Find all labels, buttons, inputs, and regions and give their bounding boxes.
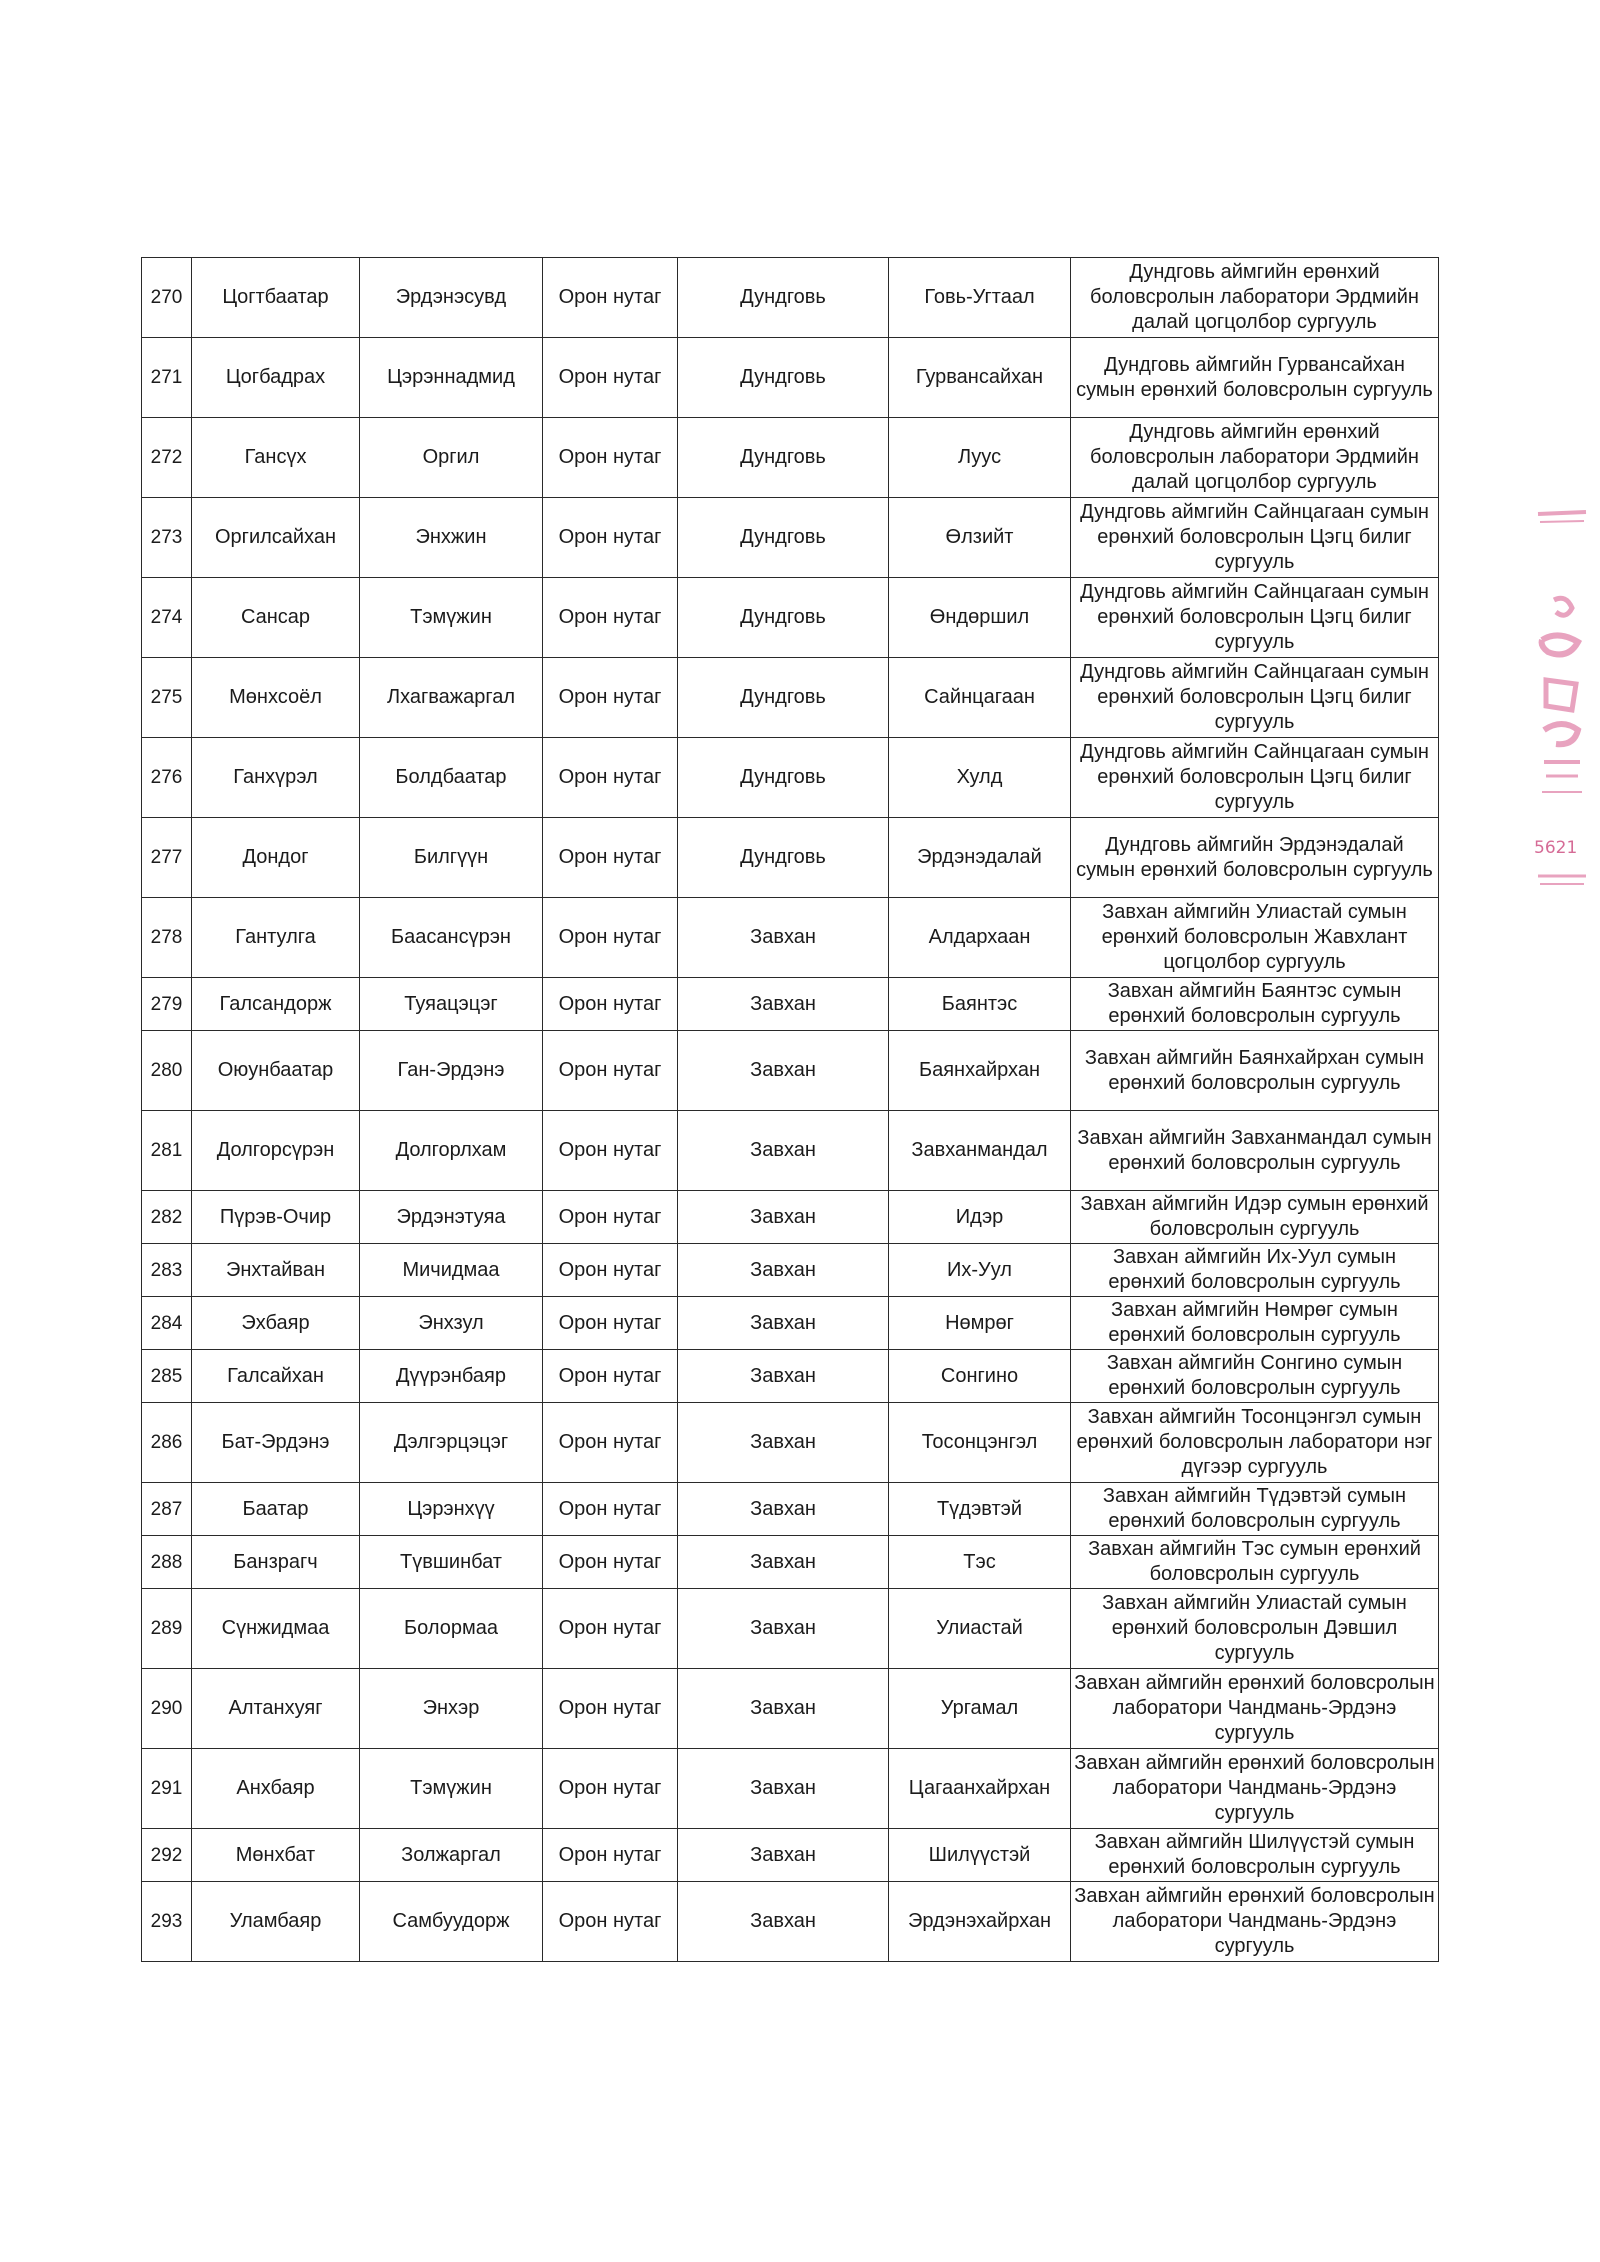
province-cell: Дундговь (678, 818, 889, 898)
first-name-cell: Галсандорж (192, 978, 360, 1031)
first-name-cell: Банзрагч (192, 1536, 360, 1589)
school-name-cell: Завхан аймгийн ерөнхий боловсролын лаборатори Чандмань-Эрдэнэ сургууль (1071, 1882, 1439, 1962)
district-cell: Баянхайрхан (889, 1031, 1071, 1111)
school-name-cell: Завхан аймгийн Баянтэс сумын ерөнхий боловсролын сургууль (1071, 978, 1439, 1031)
last-name-cell: Дүүрэнбаяр (360, 1350, 543, 1403)
row-number-cell: 272 (142, 418, 192, 498)
table-row (142, 1483, 1439, 1536)
first-name-cell: Цогтбаатар (192, 258, 360, 338)
school-name-cell: Дундговь аймгийн Сайнцагаан сумын ерөнхий боловсролын Цэгц билиг сургууль (1071, 578, 1439, 658)
category-cell: Орон нутаг (543, 1829, 678, 1882)
first-name-cell: Энхтайван (192, 1244, 360, 1297)
province-cell: Завхан (678, 1589, 889, 1669)
last-name-cell: Энхжин (360, 498, 543, 578)
school-name-cell: Завхан аймгийн Түдэвтэй сумын ерөнхий боловсролын сургууль (1071, 1483, 1439, 1536)
category-cell: Орон нутаг (543, 1244, 678, 1297)
first-name-cell: Пүрэв-Очир (192, 1191, 360, 1244)
school-name-cell: Завхан аймгийн ерөнхий боловсролын лаборатори Чандмань-Эрдэнэ сургууль (1071, 1669, 1439, 1749)
row-number-cell: 277 (142, 818, 192, 898)
school-name-cell: Дундговь аймгийн Эрдэнэдалай сумын ерөнхий боловсролын сургууль (1071, 818, 1439, 898)
district-cell: Завханмандал (889, 1111, 1071, 1191)
first-name-cell: Бат-Эрдэнэ (192, 1403, 360, 1483)
school-name-cell: Завхан аймгийн Баянхайрхан сумын ерөнхий боловсролын сургууль (1071, 1031, 1439, 1111)
row-number-cell: 292 (142, 1829, 192, 1882)
school-name-cell: Дундговь аймгийн Сайнцагаан сумын ерөнхий боловсролын Цэгц билиг сургууль (1071, 498, 1439, 578)
category-cell: Орон нутаг (543, 1191, 678, 1244)
row-number-cell: 288 (142, 1536, 192, 1589)
district-cell: Говь-Угтаал (889, 258, 1071, 338)
table-row (142, 338, 1439, 418)
last-name-cell: Цэрэнхүү (360, 1483, 543, 1536)
school-name-cell: Дундговь аймгийн Сайнцагаан сумын ерөнхий боловсролын Цэгц билиг сургууль (1071, 658, 1439, 738)
last-name-cell: Энхэр (360, 1669, 543, 1749)
district-cell: Тэс (889, 1536, 1071, 1589)
table-row (142, 898, 1439, 978)
last-name-cell: Түвшинбат (360, 1536, 543, 1589)
row-number-cell: 276 (142, 738, 192, 818)
category-cell: Орон нутаг (543, 738, 678, 818)
province-cell: Завхан (678, 1244, 889, 1297)
row-number-cell: 286 (142, 1403, 192, 1483)
table-row (142, 1829, 1439, 1882)
school-name-cell: Завхан аймгийн Тосонцэнгэл сумын ерөнхий боловсролын лаборатори нэг дүгээр сургууль (1071, 1403, 1439, 1483)
province-cell: Завхан (678, 1829, 889, 1882)
category-cell: Орон нутаг (543, 418, 678, 498)
row-number-cell: 273 (142, 498, 192, 578)
district-cell: Сайнцагаан (889, 658, 1071, 738)
table-row (142, 498, 1439, 578)
first-name-cell: Анхбаяр (192, 1749, 360, 1829)
row-number-cell: 271 (142, 338, 192, 418)
category-cell: Орон нутаг (543, 578, 678, 658)
table-row (142, 1403, 1439, 1483)
category-cell: Орон нутаг (543, 1297, 678, 1350)
province-cell: Дундговь (678, 738, 889, 818)
table-row (142, 658, 1439, 738)
category-cell: Орон нутаг (543, 978, 678, 1031)
category-cell: Орон нутаг (543, 1403, 678, 1483)
district-cell: Алдархаан (889, 898, 1071, 978)
district-cell: Тосонцэнгэл (889, 1403, 1071, 1483)
province-cell: Завхан (678, 1031, 889, 1111)
school-name-cell: Завхан аймгийн Шилүүстэй сумын ерөнхий боловсролын сургууль (1071, 1829, 1439, 1882)
province-cell: Завхан (678, 1350, 889, 1403)
province-cell: Завхан (678, 1669, 889, 1749)
province-cell: Дундговь (678, 578, 889, 658)
province-cell: Завхан (678, 1536, 889, 1589)
last-name-cell: Билгүүн (360, 818, 543, 898)
table-row (142, 978, 1439, 1031)
row-number-cell: 284 (142, 1297, 192, 1350)
district-cell: Луус (889, 418, 1071, 498)
last-name-cell: Тэмүжин (360, 578, 543, 658)
row-number-cell: 282 (142, 1191, 192, 1244)
category-cell: Орон нутаг (543, 1589, 678, 1669)
last-name-cell: Энхзул (360, 1297, 543, 1350)
province-cell: Завхан (678, 978, 889, 1031)
row-number-cell: 283 (142, 1244, 192, 1297)
district-cell: Өлзийт (889, 498, 1071, 578)
last-name-cell: Болормаа (360, 1589, 543, 1669)
last-name-cell: Самбуудорж (360, 1882, 543, 1962)
school-name-cell: Дундговь аймгийн Гурвансайхан сумын ерөнхий боловсролын сургууль (1071, 338, 1439, 418)
school-name-cell: Завхан аймгийн ерөнхий боловсролын лаборатори Чандмань-Эрдэнэ сургууль (1071, 1749, 1439, 1829)
row-number-cell: 285 (142, 1350, 192, 1403)
last-name-cell: Ган-Эрдэнэ (360, 1031, 543, 1111)
category-cell: Орон нутаг (543, 498, 678, 578)
district-cell: Ургамал (889, 1669, 1071, 1749)
school-name-cell: Завхан аймгийн Сонгино сумын ерөнхий боловсролын сургууль (1071, 1350, 1439, 1403)
school-name-cell: Завхан аймгийн Улиастай сумын ерөнхий боловсролын Дэвшил сургууль (1071, 1589, 1439, 1669)
row-number-cell: 291 (142, 1749, 192, 1829)
first-name-cell: Алтанхуяг (192, 1669, 360, 1749)
last-name-cell: Оргил (360, 418, 543, 498)
category-cell: Орон нутаг (543, 658, 678, 738)
district-cell: Баянтэс (889, 978, 1071, 1031)
table-row (142, 418, 1439, 498)
category-cell: Орон нутаг (543, 1483, 678, 1536)
first-name-cell: Гансүх (192, 418, 360, 498)
table-row (142, 1350, 1439, 1403)
first-name-cell: Галсайхан (192, 1350, 360, 1403)
province-cell: Завхан (678, 898, 889, 978)
last-name-cell: Баасансүрэн (360, 898, 543, 978)
province-cell: Завхан (678, 1403, 889, 1483)
category-cell: Орон нутаг (543, 818, 678, 898)
province-cell: Завхан (678, 1882, 889, 1962)
table-row (142, 578, 1439, 658)
table-row (142, 1669, 1439, 1749)
last-name-cell: Туяацэцэг (360, 978, 543, 1031)
province-cell: Завхан (678, 1297, 889, 1350)
district-cell: Их-Уул (889, 1244, 1071, 1297)
district-cell: Гурвансайхан (889, 338, 1071, 418)
last-name-cell: Мичидмаа (360, 1244, 543, 1297)
province-cell: Завхан (678, 1111, 889, 1191)
table-row (142, 1589, 1439, 1669)
first-name-cell: Эхбаяр (192, 1297, 360, 1350)
row-number-cell: 279 (142, 978, 192, 1031)
category-cell: Орон нутаг (543, 1031, 678, 1111)
province-cell: Завхан (678, 1483, 889, 1536)
participant-table-body (142, 258, 1439, 1962)
category-cell: Орон нутаг (543, 1536, 678, 1589)
district-cell: Өндөршил (889, 578, 1071, 658)
first-name-cell: Баатар (192, 1483, 360, 1536)
first-name-cell: Мөнхбат (192, 1829, 360, 1882)
school-name-cell: Завхан аймгийн Нөмрөг сумын ерөнхий боловсролын сургууль (1071, 1297, 1439, 1350)
table-row (142, 1297, 1439, 1350)
first-name-cell: Оргилсайхан (192, 498, 360, 578)
district-cell: Шилүүстэй (889, 1829, 1071, 1882)
province-cell: Завхан (678, 1749, 889, 1829)
district-cell: Улиастай (889, 1589, 1071, 1669)
table-row (142, 258, 1439, 338)
first-name-cell: Долгорсүрэн (192, 1111, 360, 1191)
participant-table (141, 257, 1439, 1962)
row-number-cell: 280 (142, 1031, 192, 1111)
district-cell: Эрдэнэдалай (889, 818, 1071, 898)
province-cell: Дундговь (678, 338, 889, 418)
school-name-cell: Завхан аймгийн Их-Уул сумын ерөнхий боловсролын сургууль (1071, 1244, 1439, 1297)
school-name-cell: Завхан аймгийн Тэс сумын ерөнхий боловсролын сургууль (1071, 1536, 1439, 1589)
row-number-cell: 274 (142, 578, 192, 658)
school-name-cell: Дундговь аймгийн ерөнхий боловсролын лаборатори Эрдмийн далай цогцолбор сургууль (1071, 258, 1439, 338)
row-number-cell: 275 (142, 658, 192, 738)
last-name-cell: Болдбаатар (360, 738, 543, 818)
last-name-cell: Лхагважаргал (360, 658, 543, 738)
table-row (142, 1882, 1439, 1962)
row-number-cell: 270 (142, 258, 192, 338)
row-number-cell: 290 (142, 1669, 192, 1749)
category-cell: Орон нутаг (543, 1350, 678, 1403)
school-name-cell: Дундговь аймгийн ерөнхий боловсролын лаборатори Эрдмийн далай цогцолбор сургууль (1071, 418, 1439, 498)
table-row (142, 1111, 1439, 1191)
table-row (142, 1749, 1439, 1829)
last-name-cell: Эрдэнэтуяа (360, 1191, 543, 1244)
first-name-cell: Уламбаяр (192, 1882, 360, 1962)
category-cell: Орон нутаг (543, 258, 678, 338)
district-cell: Нөмрөг (889, 1297, 1071, 1350)
province-cell: Дундговь (678, 418, 889, 498)
district-cell: Идэр (889, 1191, 1071, 1244)
province-cell: Дундговь (678, 658, 889, 738)
category-cell: Орон нутаг (543, 1111, 678, 1191)
district-cell: Түдэвтэй (889, 1483, 1071, 1536)
category-cell: Орон нутаг (543, 898, 678, 978)
first-name-cell: Цогбадрах (192, 338, 360, 418)
first-name-cell: Гантулга (192, 898, 360, 978)
row-number-cell: 287 (142, 1483, 192, 1536)
province-cell: Дундговь (678, 258, 889, 338)
district-cell: Цагаанхайрхан (889, 1749, 1071, 1829)
category-cell: Орон нутаг (543, 1669, 678, 1749)
category-cell: Орон нутаг (543, 1882, 678, 1962)
last-name-cell: Золжаргал (360, 1829, 543, 1882)
row-number-cell: 289 (142, 1589, 192, 1669)
table-row (142, 1191, 1439, 1244)
first-name-cell: Мөнхсоёл (192, 658, 360, 738)
school-name-cell: Дундговь аймгийн Сайнцагаан сумын ерөнхий боловсролын Цэгц билиг сургууль (1071, 738, 1439, 818)
table-row (142, 1031, 1439, 1111)
category-cell: Орон нутаг (543, 338, 678, 418)
last-name-cell: Цэрэннадмид (360, 338, 543, 418)
first-name-cell: Ганхүрэл (192, 738, 360, 818)
province-cell: Завхан (678, 1191, 889, 1244)
table-row (142, 1536, 1439, 1589)
school-name-cell: Завхан аймгийн Идэр сумын ерөнхий боловсролын сургууль (1071, 1191, 1439, 1244)
province-cell: Дундговь (678, 498, 889, 578)
row-number-cell: 293 (142, 1882, 192, 1962)
row-number-cell: 281 (142, 1111, 192, 1191)
last-name-cell: Тэмүжин (360, 1749, 543, 1829)
last-name-cell: Долгорлхам (360, 1111, 543, 1191)
first-name-cell: Дондог (192, 818, 360, 898)
stamp-number: 5621 (1534, 838, 1578, 858)
school-name-cell: Завхан аймгийн Завханмандал сумын ерөнхий боловсролын сургууль (1071, 1111, 1439, 1191)
row-number-cell: 278 (142, 898, 192, 978)
category-cell: Орон нутаг (543, 1749, 678, 1829)
first-name-cell: Оюунбаатар (192, 1031, 360, 1111)
last-name-cell: Эрдэнэсувд (360, 258, 543, 338)
district-cell: Хулд (889, 738, 1071, 818)
district-cell: Эрдэнэхайрхан (889, 1882, 1071, 1962)
district-cell: Сонгино (889, 1350, 1071, 1403)
last-name-cell: Дэлгэрцэцэг (360, 1403, 543, 1483)
first-name-cell: Сансар (192, 578, 360, 658)
table-row (142, 818, 1439, 898)
school-name-cell: Завхан аймгийн Улиастай сумын ерөнхий боловсролын Жавхлант цогцолбор сургууль (1071, 898, 1439, 978)
first-name-cell: Сүнжидмаа (192, 1589, 360, 1669)
table-row (142, 1244, 1439, 1297)
table-row (142, 738, 1439, 818)
